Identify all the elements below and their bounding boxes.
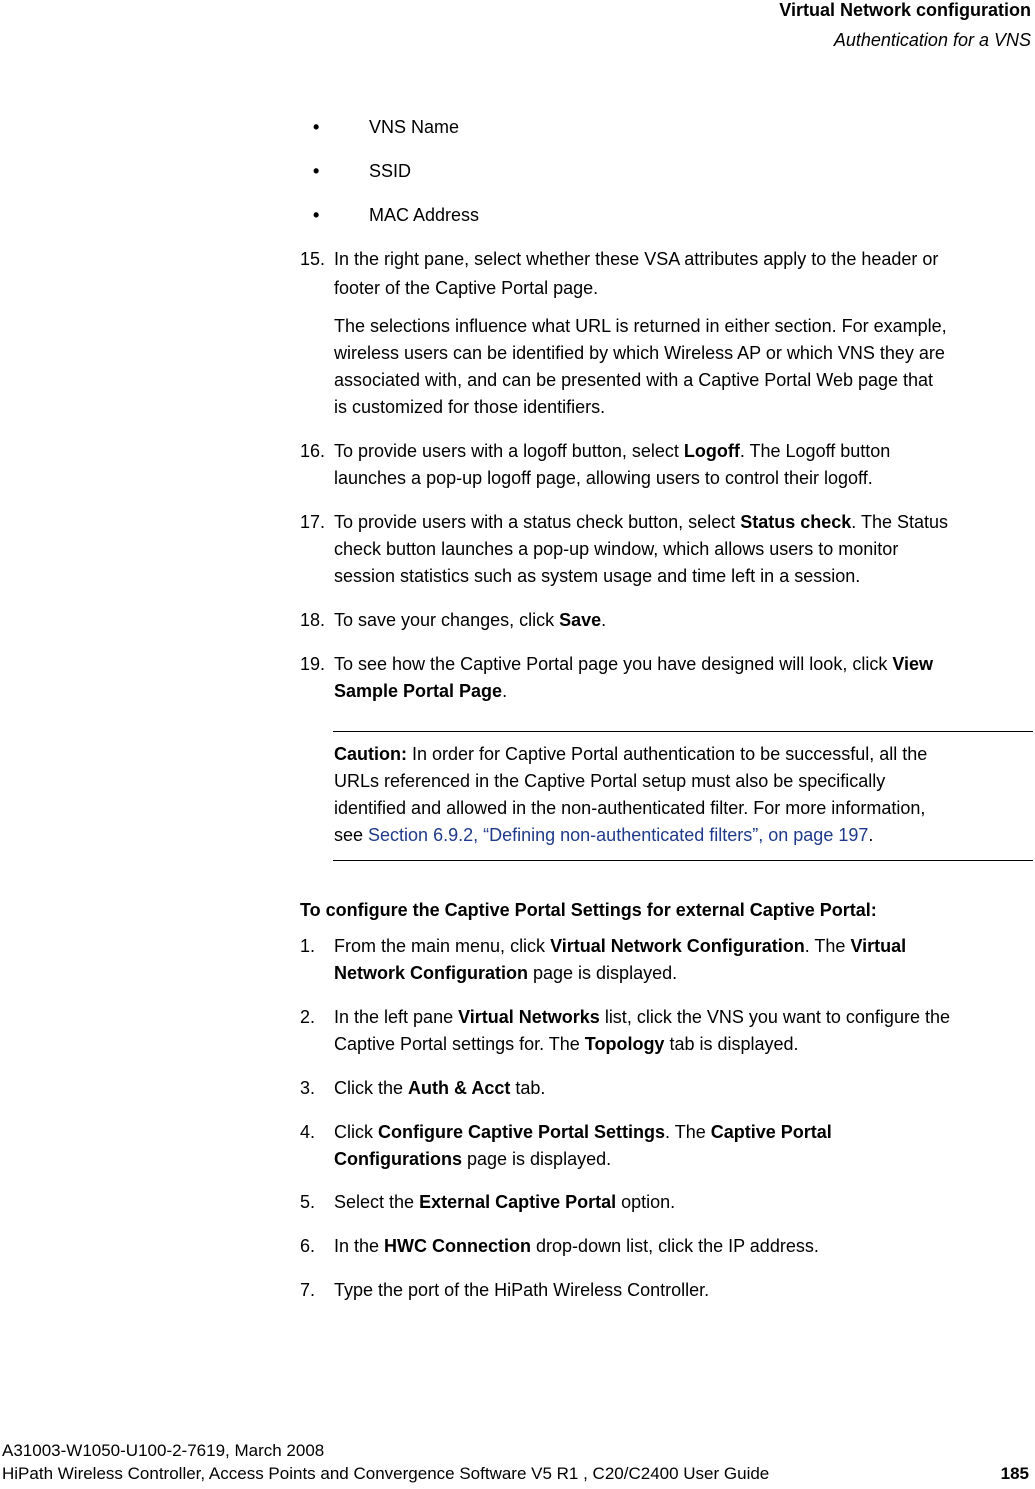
header-title: Virtual Network configuration	[779, 0, 1031, 20]
step-number: 18.	[300, 610, 326, 630]
step-text: Click the Auth & Acct tab.	[334, 1078, 546, 1098]
step-text: To see how the Captive Portal page you have designed will look, click View	[334, 654, 934, 674]
ui-term: Logoff	[683, 441, 740, 461]
step-number: 2.	[300, 1007, 316, 1027]
step-text: check button launches a pop-up window, which allows users to monitor	[334, 539, 899, 559]
step-number: 15.	[300, 249, 326, 269]
step-note: is customized for those identifiers.	[334, 397, 606, 417]
step-text: Type the port of the HiPath Wireless Controller.	[334, 1280, 710, 1300]
step-note: wireless users can be identified by which Wireless AP or which VNS they are	[334, 343, 945, 363]
ui-term: Sample Portal Page	[334, 681, 503, 701]
bullet-dot: •	[313, 117, 320, 137]
step-text: Network Configuration page is displayed.	[334, 963, 678, 983]
caution-text: see Section 6.9.2, “Defining non-authenticated filters”, on page 197.	[334, 825, 874, 845]
footer-doc-id: A31003-W1050-U100-2-7619, March 2008	[2, 1441, 325, 1460]
step-note: The selections influence what URL is returned in either section. For example,	[334, 316, 947, 336]
ui-term: Captive Portal	[710, 1122, 832, 1142]
ui-term: Configurations	[334, 1149, 462, 1169]
ui-term: Auth & Acct	[408, 1078, 511, 1098]
bullet-item: VNS Name	[369, 117, 460, 137]
bullet-dot: •	[313, 205, 320, 225]
ui-term: View	[892, 654, 934, 674]
step-text: session statistics such as system usage and time left in a session.	[334, 566, 861, 586]
step-text: In the right pane, select whether these VSA attributes apply to the header or	[334, 249, 939, 269]
ui-term: Configure Captive Portal Settings	[378, 1122, 666, 1142]
ui-term: Topology	[584, 1034, 665, 1054]
step-text: footer of the Captive Portal page.	[334, 278, 599, 298]
page-number: 185	[1000, 1464, 1029, 1483]
caution-label: Caution:	[334, 744, 407, 764]
step-text: Configurations page is displayed.	[334, 1149, 612, 1169]
step-text: Sample Portal Page.	[334, 681, 508, 701]
ui-term: Save	[559, 610, 602, 630]
step-number: 17.	[300, 512, 326, 532]
step-text: From the main menu, click Virtual Network Configuration. The Virtual	[334, 936, 907, 956]
ui-term: Status check	[740, 512, 852, 532]
step-text: Click Configure Captive Portal Settings. The Captive Portal	[334, 1122, 832, 1142]
step-number: 3.	[300, 1078, 316, 1098]
step-text: To save your changes, click Save.	[334, 610, 607, 630]
step-number: 19.	[300, 654, 326, 674]
caution-text: URLs referenced in the Captive Portal setup must also be specifically	[334, 771, 886, 791]
step-number: 4.	[300, 1122, 316, 1142]
bullet-item: SSID	[369, 161, 412, 181]
step-number: 5.	[300, 1192, 316, 1212]
step-note: associated with, and can be presented with a Captive Portal Web page that	[334, 370, 934, 390]
ui-term: Virtual	[850, 936, 907, 956]
step-number: 7.	[300, 1280, 316, 1300]
ui-term: Virtual Networks	[458, 1007, 600, 1027]
footer-guide-title: HiPath Wireless Controller, Access Points and Convergence Software V5 R1 , C20/C2400 User Guide	[2, 1464, 770, 1483]
ui-term: Network Configuration	[334, 963, 528, 983]
step-text: Captive Portal settings for. The Topology tab is displayed.	[334, 1034, 799, 1054]
bullet-dot: •	[313, 161, 320, 181]
step-text: In the left pane Virtual Networks list, click the VNS you want to configure the	[334, 1007, 950, 1027]
step-text: Select the External Captive Portal option.	[334, 1192, 676, 1212]
section-link[interactable]: Section 6.9.2, “Defining non-authenticated filters”, on page 197	[368, 825, 869, 845]
ui-term: Virtual Network Configuration	[550, 936, 805, 956]
bullet-item: MAC Address	[369, 205, 480, 225]
caution-top-rule	[333, 731, 1033, 732]
header-subtitle: Authentication for a VNS	[833, 30, 1031, 50]
step-text: To provide users with a logoff button, select Logoff. The Logoff button	[334, 441, 891, 461]
step-text: launches a pop-up logoff page, allowing users to control their logoff.	[334, 468, 873, 488]
step-text: To provide users with a status check button, select Status check. The Status	[334, 512, 949, 532]
ui-term: HWC Connection	[384, 1236, 532, 1256]
caution-text: Caution: In order for Captive Portal authentication to be successful, all the	[334, 744, 928, 764]
caution-bottom-rule	[333, 860, 1033, 861]
caution-text: identified and allowed in the non-authenticated filter. For more information,	[334, 798, 926, 818]
step-number: 16.	[300, 441, 326, 461]
procedure-heading: To configure the Captive Portal Settings for external Captive Portal:	[300, 900, 877, 920]
step-text: In the HWC Connection drop-down list, click the IP address.	[334, 1236, 819, 1256]
step-number: 1.	[300, 936, 316, 956]
step-number: 6.	[300, 1236, 316, 1256]
ui-term: External Captive Portal	[419, 1192, 617, 1212]
